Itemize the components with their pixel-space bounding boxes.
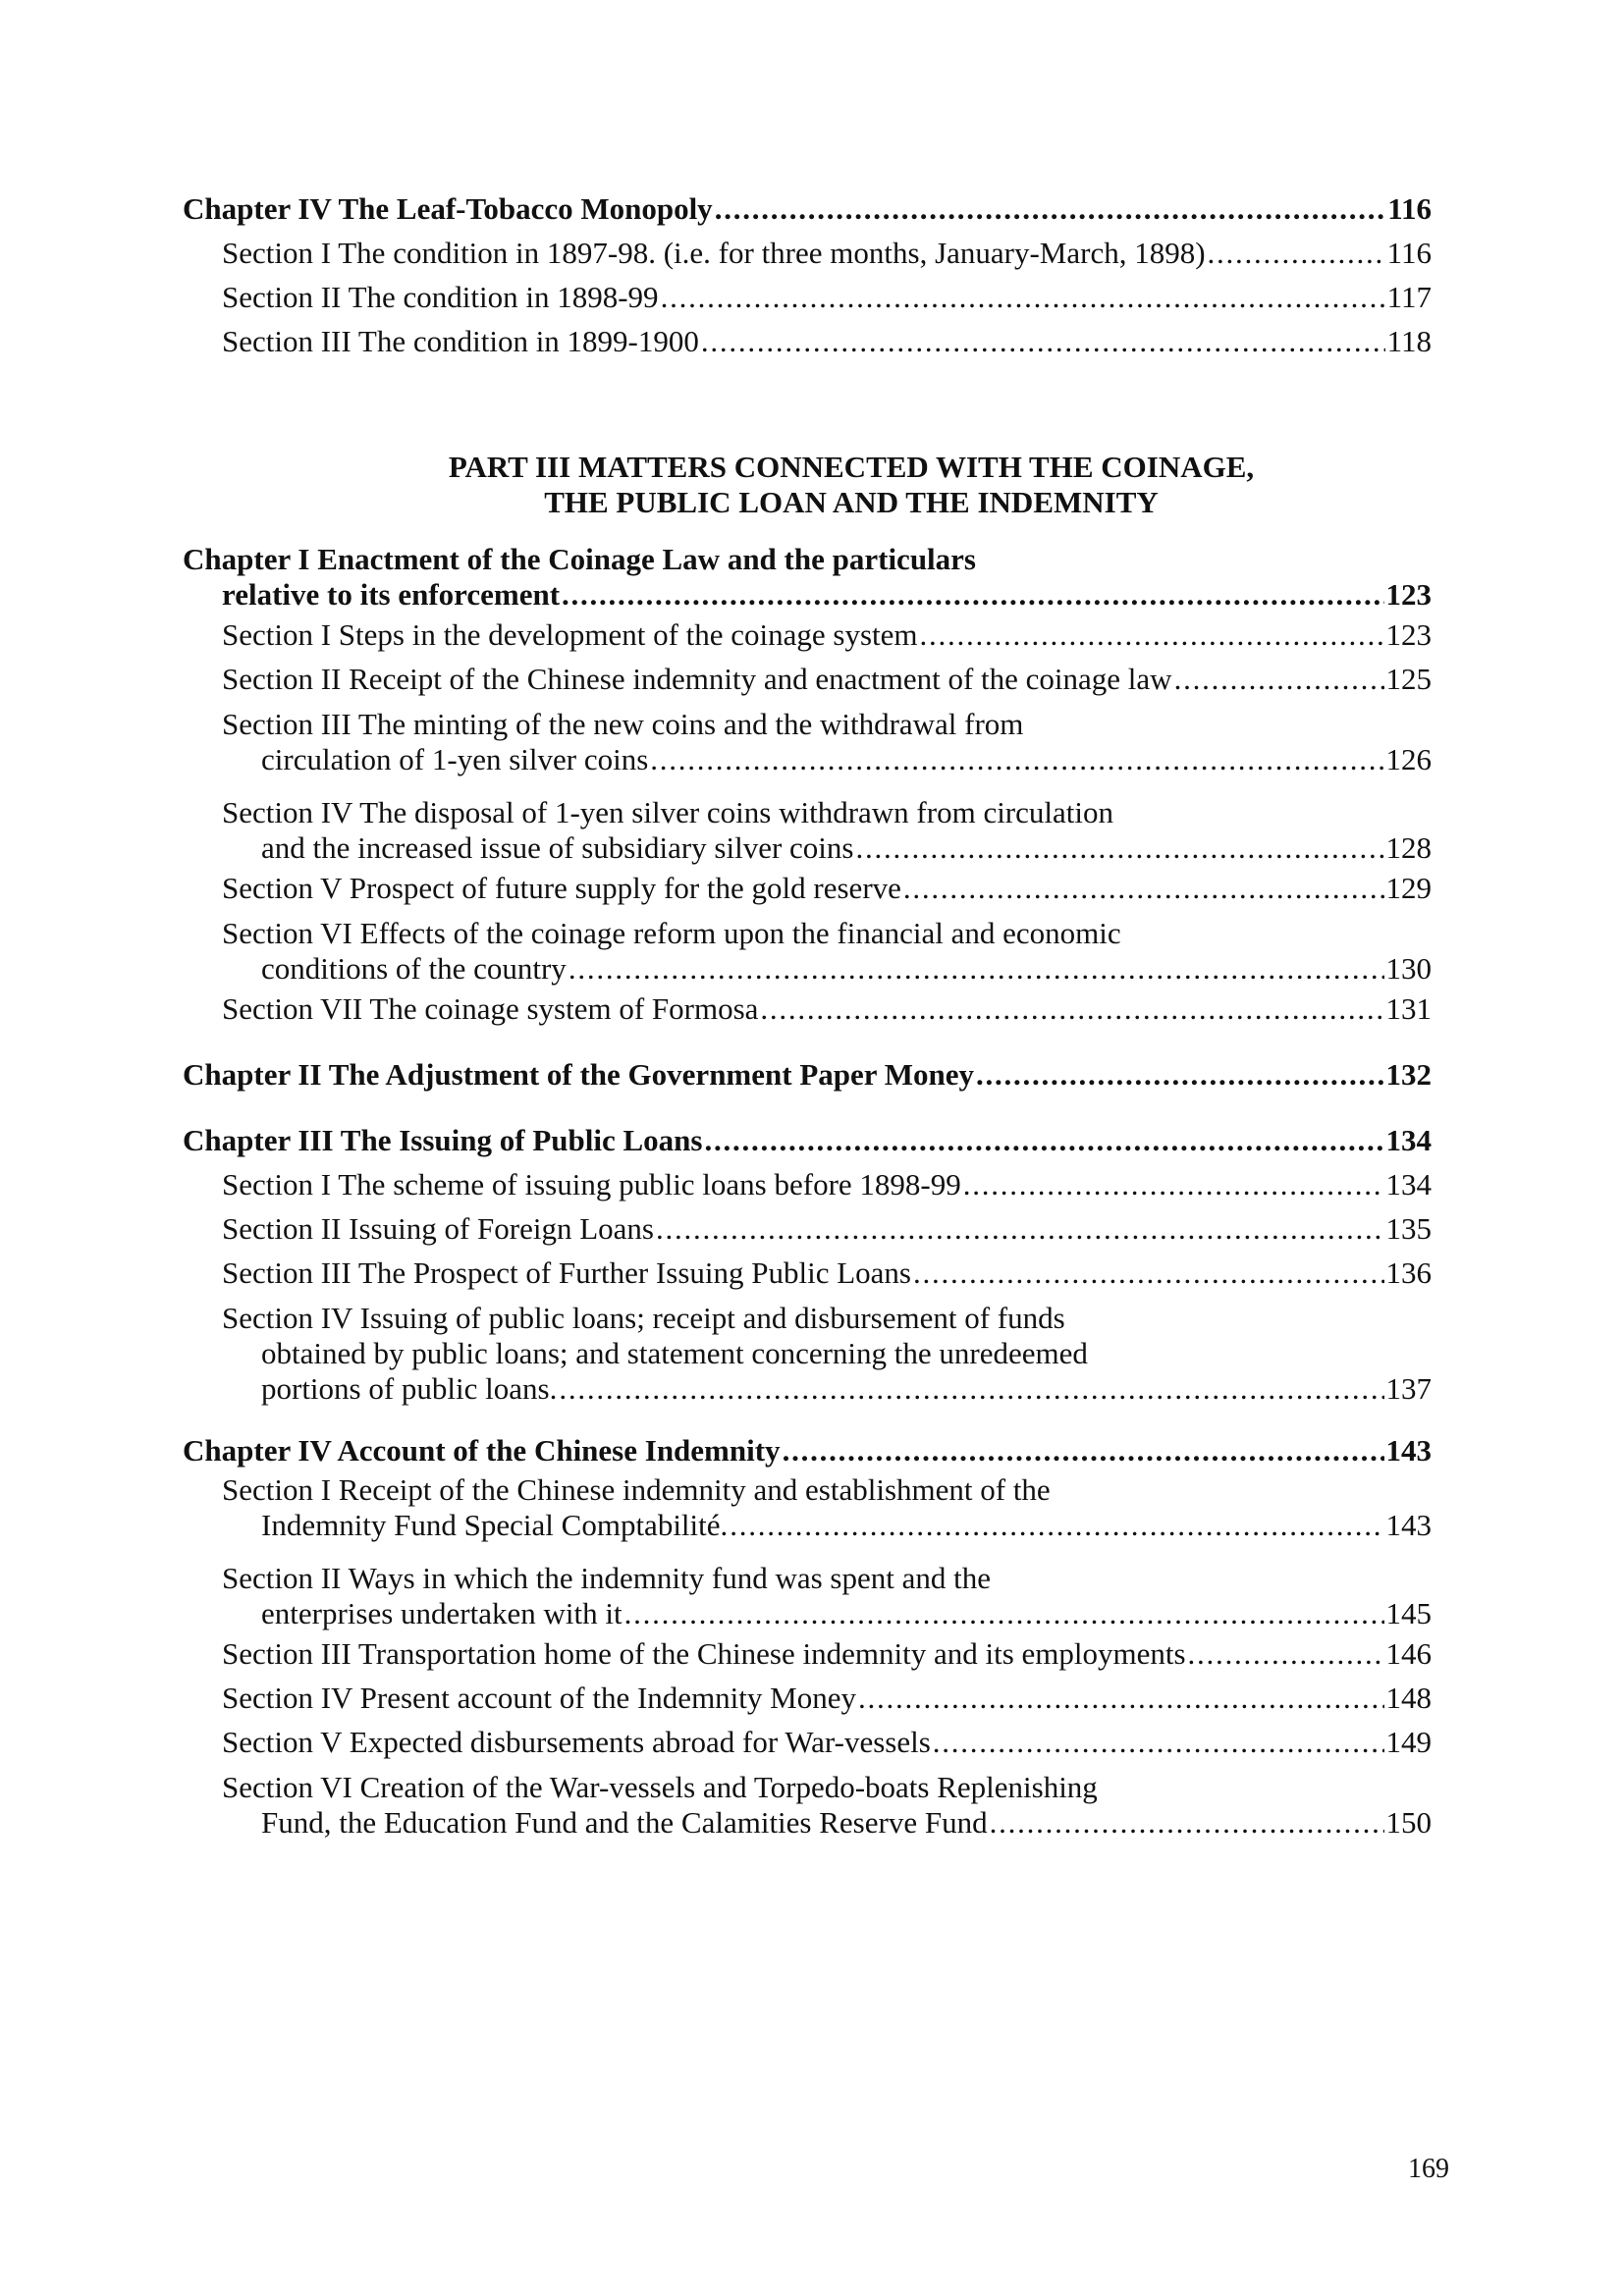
dot-leader (990, 1805, 1384, 1841)
page-ref: 132 (1385, 1057, 1432, 1092)
section-title-cont: enterprises undertaken with it (261, 1596, 623, 1630)
page-ref: 123 (1385, 577, 1432, 612)
toc-section[interactable] (183, 1561, 1432, 1631)
page-ref: 129 (1385, 871, 1432, 905)
section-title-cont: portions of public loans. (261, 1371, 558, 1406)
dot-leader (1208, 231, 1385, 275)
section-title: Section I The condition in 1897-98. (i.e. for three months, January-March, 1898) (222, 236, 1206, 270)
toc-section[interactable] (183, 1676, 1432, 1720)
section-title: Section V Expected disbursements abroad for War-vessels (222, 1725, 931, 1759)
page-ref: 137 (1385, 1371, 1432, 1406)
section-title: Section III The Prospect of Further Issuing Public Loans (222, 1255, 911, 1290)
section-title-cont: obtained by public loans; and statement concerning the unredeemed (261, 1336, 1088, 1370)
toc-section[interactable] (183, 657, 1432, 701)
dot-leader (704, 1118, 1383, 1162)
dot-leader (760, 987, 1383, 1031)
section-title: Section II Ways in which the indemnity fund was spent and the (222, 1561, 991, 1595)
section-title: Section III Transportation home of the Chinese indemnity and its employments (222, 1636, 1186, 1671)
toc-section[interactable] (183, 707, 1432, 777)
dot-leader (903, 866, 1384, 910)
section-title-cont: and the increased issue of subsidiary silver coins (261, 830, 854, 865)
page-ref: 135 (1385, 1211, 1432, 1246)
dot-leader (783, 1428, 1384, 1472)
section-title: Section III The condition in 1899-1900 (222, 324, 699, 358)
toc-section[interactable] (183, 1770, 1432, 1841)
part-heading-line: PART III MATTERS CONNECTED WITH THE COINAGE, (448, 450, 1255, 484)
section-title-cont: conditions of the country (261, 951, 567, 986)
page-ref: 131 (1385, 991, 1432, 1026)
section-title: Section IV Issuing of public loans; receipt and disbursement of funds (222, 1301, 1065, 1335)
section-title: Section VII The coinage system of Formosa (222, 991, 759, 1026)
page-ref: 130 (1385, 951, 1432, 986)
dot-leader (562, 577, 1383, 613)
part-heading (0, 450, 1624, 520)
dot-leader (656, 1206, 1384, 1251)
page-ref: 136 (1385, 1255, 1432, 1290)
chapter-title: Chapter IV The Leaf-Tobacco Monopoly (183, 191, 713, 226)
toc-section[interactable] (183, 866, 1432, 910)
section-title: Section I Receipt of the Chinese indemnity and establishment of the (222, 1472, 1051, 1507)
dot-leader (559, 1371, 1383, 1407)
dot-leader (650, 742, 1383, 777)
dot-leader (568, 951, 1384, 987)
toc-chapter-paper-money[interactable] (183, 1052, 1432, 1096)
section-title: Section I The scheme of issuing public loans before 1898-99 (222, 1167, 961, 1201)
part-heading-line: THE PUBLIC LOAN AND THE INDEMNITY (544, 485, 1159, 519)
page-ref: 143 (1385, 1508, 1432, 1542)
dot-leader (963, 1162, 1384, 1206)
chapter-title: Chapter I Enactment of the Coinage Law and the particulars (183, 542, 976, 576)
dot-leader (624, 1596, 1384, 1631)
page-number: 169 (1408, 2154, 1449, 2184)
page-ref: 150 (1385, 1805, 1432, 1840)
dot-leader (856, 830, 1384, 866)
toc-section[interactable] (183, 275, 1432, 319)
toc-section[interactable] (183, 613, 1432, 657)
page-ref: 118 (1386, 324, 1432, 358)
section-title: Section III The minting of the new coins and the withdrawal from (222, 707, 1024, 741)
section-title: Section IV The disposal of 1-yen silver coins withdrawn from circulation (222, 795, 1113, 829)
dot-leader (913, 1251, 1384, 1295)
page-ref: 148 (1385, 1681, 1432, 1715)
toc-chapter-leaf-tobacco[interactable] (183, 187, 1432, 231)
section-title-cont: circulation of 1-yen silver coins (261, 742, 649, 776)
toc-chapter-indemnity[interactable] (183, 1428, 1432, 1472)
toc-section[interactable] (183, 1472, 1432, 1543)
page-ref: 134 (1385, 1123, 1432, 1157)
dot-leader (1174, 657, 1384, 701)
page-ref: 145 (1385, 1596, 1432, 1630)
page-ref: 116 (1386, 236, 1432, 270)
dot-leader (976, 1052, 1384, 1096)
toc-section[interactable] (183, 1206, 1432, 1251)
section-title: Section IV Present account of the Indemnity Money (222, 1681, 856, 1715)
toc-section[interactable] (183, 1631, 1432, 1676)
toc-section[interactable] (183, 1301, 1432, 1407)
dot-leader (661, 275, 1385, 319)
page-ref: 149 (1385, 1725, 1432, 1759)
dot-leader (858, 1676, 1384, 1720)
section-title-cont: Indemnity Fund Special Comptabilité. (261, 1508, 729, 1542)
table-of-contents (183, 187, 1432, 1841)
chapter-title: Chapter II The Adjustment of the Government Paper Money (183, 1057, 974, 1092)
page-ref: 134 (1385, 1167, 1432, 1201)
toc-section[interactable] (183, 1251, 1432, 1295)
toc-section[interactable] (183, 987, 1432, 1031)
toc-section[interactable] (183, 795, 1432, 866)
toc-chapter-coinage-law[interactable] (183, 542, 1432, 613)
toc-section[interactable] (183, 1720, 1432, 1764)
chapter-title: Chapter IV Account of the Chinese Indemnity (183, 1433, 781, 1468)
page-ref: 126 (1385, 742, 1432, 776)
dot-leader (920, 613, 1384, 657)
dot-leader (715, 187, 1386, 231)
section-title: Section II Issuing of Foreign Loans (222, 1211, 654, 1246)
toc-section[interactable] (183, 1162, 1432, 1206)
page-ref: 125 (1385, 662, 1432, 696)
toc-chapter-public-loans[interactable] (183, 1118, 1432, 1162)
dot-leader (701, 319, 1385, 363)
chapter-title-cont: relative to its enforcement (222, 577, 561, 612)
page-ref: 128 (1385, 830, 1432, 865)
page-ref: 146 (1385, 1636, 1432, 1671)
section-title: Section I Steps in the development of the coinage system (222, 617, 918, 652)
section-title: Section II Receipt of the Chinese indemnity and enactment of the coinage law (222, 662, 1172, 696)
section-title: Section VI Creation of the War-vessels and Torpedo-boats Replenishing (222, 1770, 1098, 1804)
page-ref: 116 (1387, 191, 1432, 226)
dot-leader (933, 1720, 1384, 1764)
section-title: Section VI Effects of the coinage reform upon the financial and economic (222, 916, 1121, 950)
chapter-title: Chapter III The Issuing of Public Loans (183, 1123, 703, 1157)
page-ref: 117 (1386, 280, 1432, 314)
section-title: Section V Prospect of future supply for the gold reserve (222, 871, 901, 905)
toc-section[interactable] (183, 319, 1432, 363)
toc-section[interactable] (183, 231, 1432, 275)
page-ref: 143 (1385, 1433, 1432, 1468)
section-title-cont: Fund, the Education Fund and the Calamities Reserve Fund (261, 1805, 988, 1840)
dot-leader (1188, 1631, 1384, 1676)
dot-leader (730, 1508, 1383, 1543)
section-title: Section II The condition in 1898-99 (222, 280, 659, 314)
toc-section[interactable] (183, 916, 1432, 987)
page-ref: 123 (1385, 617, 1432, 652)
